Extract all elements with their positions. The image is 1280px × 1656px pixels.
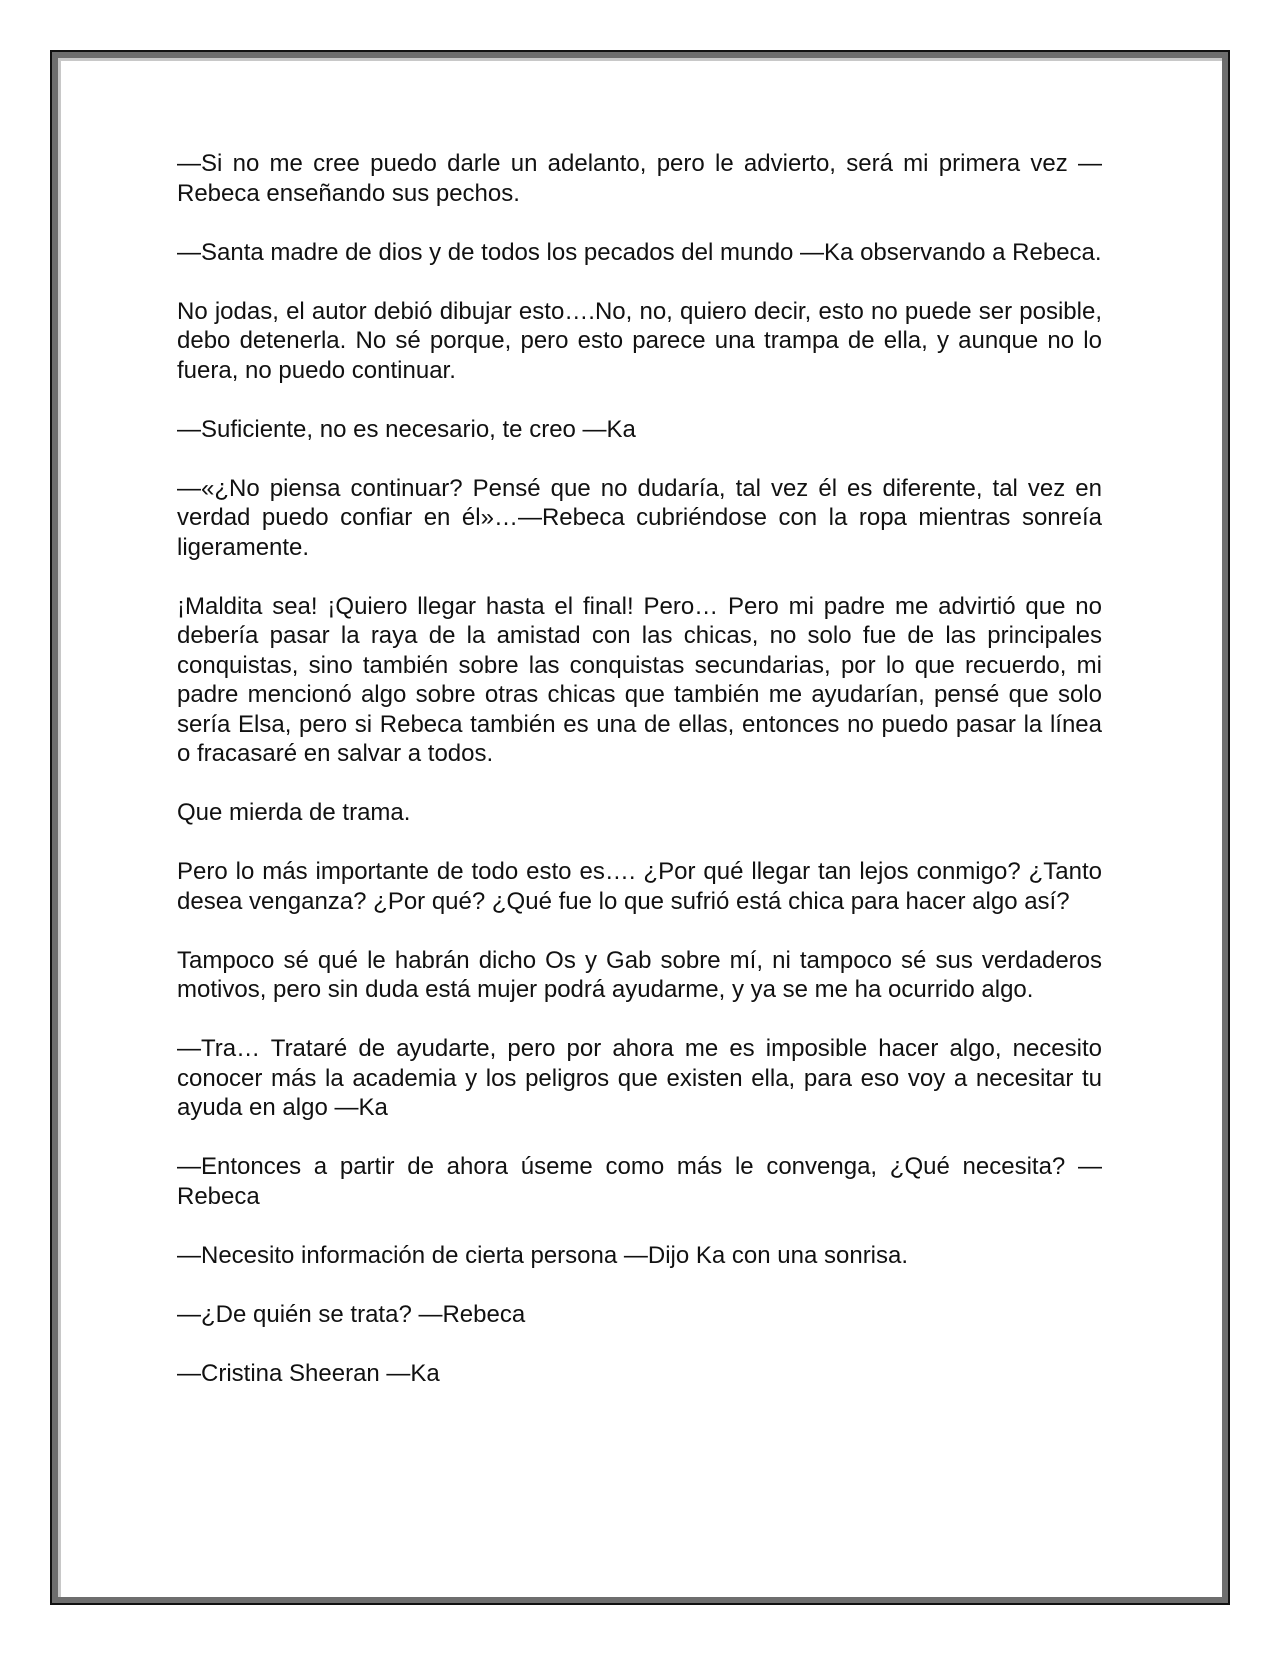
paragraph: —Santa madre de dios y de todos los pecados del mundo —Ka observando a Rebeca.: [177, 238, 1102, 266]
paragraph: —Si no me cree puedo darle un adelanto, pero le advierto, será mi primera vez —Rebeca enseñando sus pechos.: [177, 150, 1102, 207]
paragraph: Que mierda de trama.: [177, 799, 411, 826]
paragraph: Pero lo más importante de todo esto es…. ¿Por qué llegar tan lejos conmigo? ¿Tanto desea venganza? ¿Por qué? ¿Qué fue lo que sufrió está chica para hacer algo así?: [177, 858, 1102, 915]
paragraph: No jodas, el autor debió dibujar esto….No, no, quiero decir, esto no puede ser posible, debo detenerla. No sé porque, pero esto parece una trampa de ella, y aunque no lo fuera, no puedo continuar.: [177, 297, 1102, 384]
paragraph: —¿De quién se trata? —Rebeca: [177, 1300, 526, 1328]
page-body-text: [177, 149, 1102, 1418]
paragraph: —Entonces a partir de ahora úseme como más le convenga, ¿Qué necesita? —Rebeca: [177, 1153, 1102, 1210]
paragraph: —Tra… Trataré de ayudarte, pero por ahora me es imposible hacer algo, necesito conocer más la academia y los peligros que existen ella, para eso voy a necesitar tu ayuda en algo —Ka: [177, 1035, 1102, 1121]
paragraph: —Necesito información de cierta persona —Dijo Ka con una sonrisa.: [177, 1241, 909, 1269]
paragraph: —Suficiente, no es necesario, te creo —Ka: [177, 415, 636, 443]
paragraph: Tampoco sé qué le habrán dicho Os y Gab sobre mí, ni tampoco sé sus verdaderos motivos, pero sin duda está mujer podrá ayudarme, y ya se me ha ocurrido algo.: [177, 946, 1102, 1003]
paragraph: ¡Maldita sea! ¡Quiero llegar hasta el final! Pero… Pero mi padre me advirtió que no debería pasar la raya de la amistad con las chicas, no solo fue de las principales conquistas, sino también sobre las conquistas secundarias, por lo que recuerdo, mi padre mencionó algo sobre otras chicas que también me ayudarían, pensé que solo sería Elsa, pero si Rebeca también es una de ellas, entonces no puedo pasar la línea o fracasaré en salvar a todos.: [177, 592, 1102, 767]
paragraph: —Cristina Sheeran —Ka: [177, 1359, 440, 1387]
paragraph: —«¿No piensa continuar? Pensé que no dudaría, tal vez él es diferente, tal vez en verdad puedo confiar en él»…—Rebeca cubriéndose con la ropa mientras sonreía ligeramente.: [177, 474, 1102, 561]
